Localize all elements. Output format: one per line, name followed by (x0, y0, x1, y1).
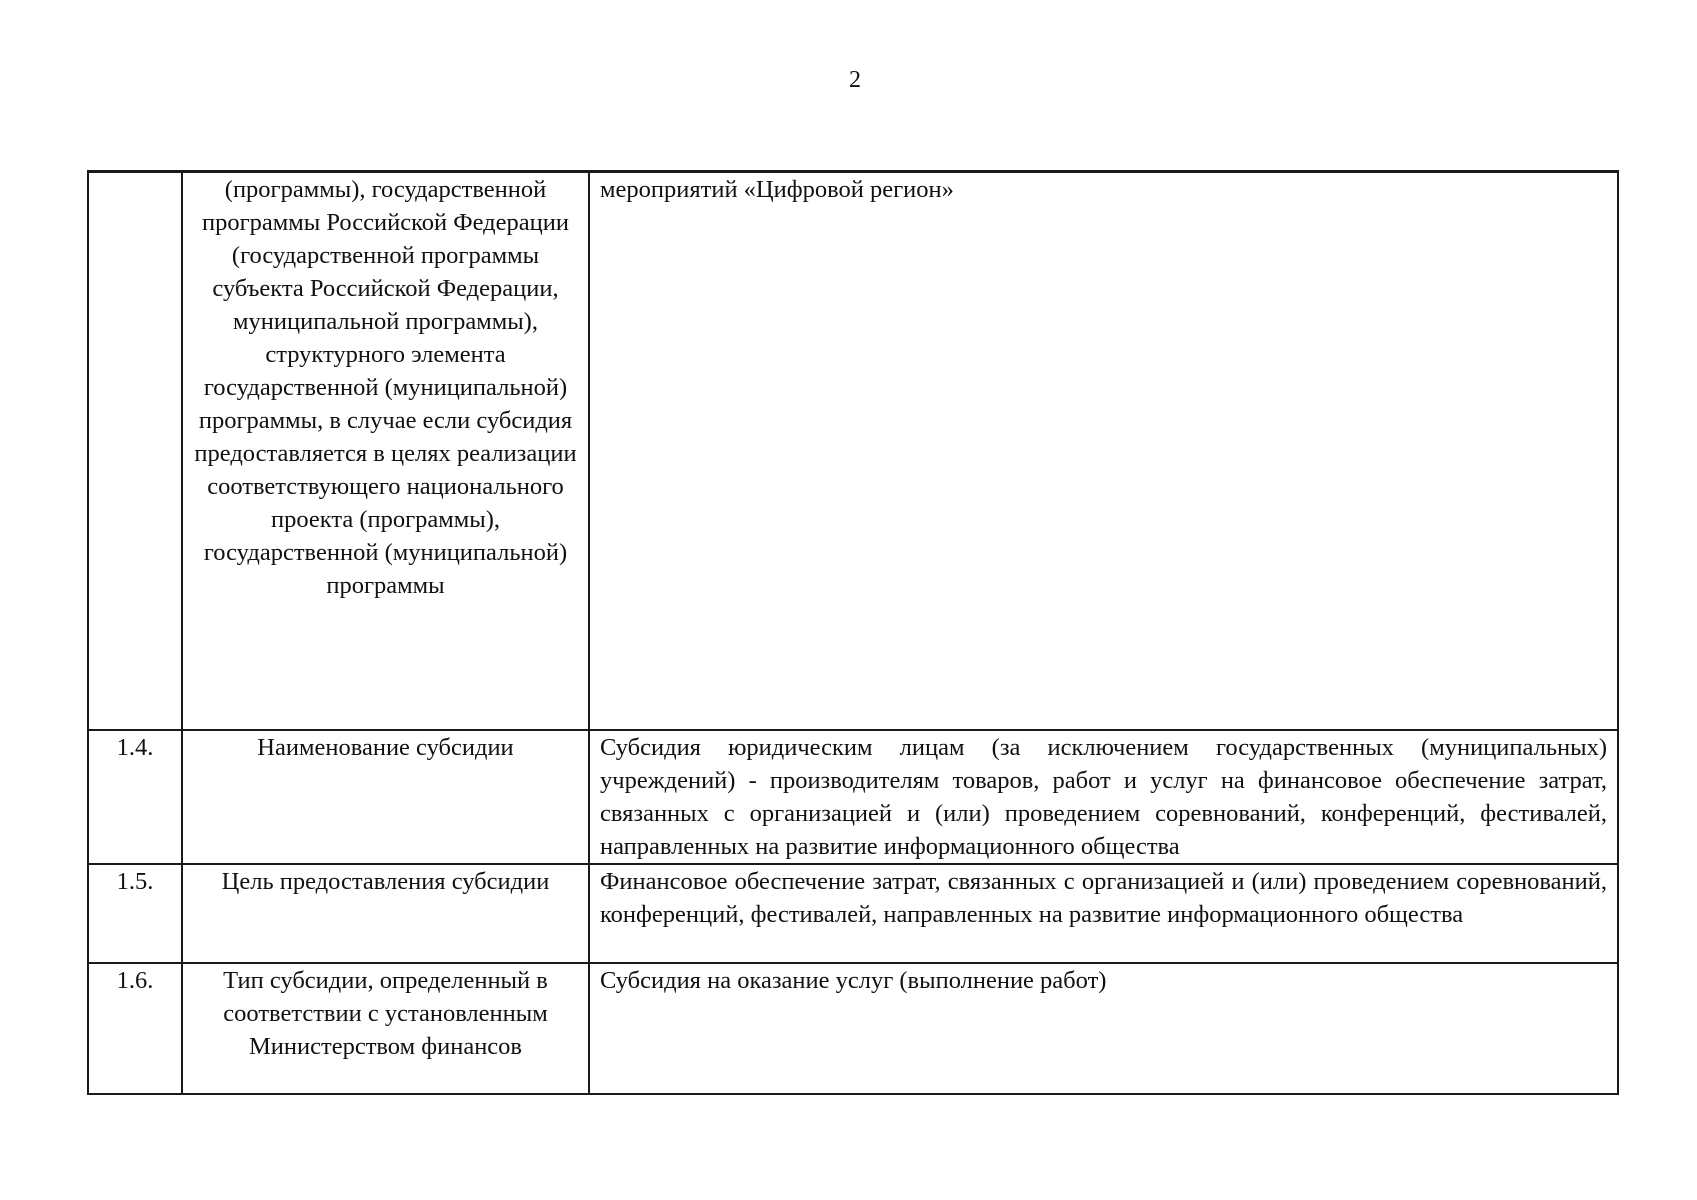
row-number-cell: 1.6. (88, 963, 182, 1094)
row-number-cell: 1.5. (88, 864, 182, 963)
table-row (88, 172, 1618, 731)
table-row (88, 730, 1618, 864)
row-number-cell (88, 172, 182, 731)
page-number: 2 (849, 67, 861, 93)
row-value-cell: Субсидия юридическим лицам (за исключением государственных (муниципальных) учреждений) - производителям товаров, работ и услуг на финансовое обеспечение затрат, связанных с организацией и (или) проведением соревнований, конференций, фестивалей, направленных на развитие информационного общества (589, 730, 1618, 864)
row-value-cell: Финансовое обеспечение затрат, связанных с организацией и (или) проведением соревнований, конференций, фестивалей, направленных на развитие информационного общества (589, 864, 1618, 963)
subsidy-info-table (87, 170, 1619, 1095)
table-row (88, 963, 1618, 1094)
row-value-cell: Субсидия на оказание услуг (выполнение работ) (589, 963, 1618, 1094)
row-name-cell: (программы), государственной программы Российской Федерации (государственной программы субъекта Российской Федерации, муниципальной программы), структурного элемента государственной (муниципальной) программы, в случае если субсидия предоставляется в целях реализации соответствующего национального проекта (программы), государственной (муниципальной) программы (182, 172, 589, 731)
row-value-cell: мероприятий «Цифровой регион» (589, 172, 1618, 731)
row-name-cell: Цель предоставления субсидии (182, 864, 589, 963)
row-number-cell: 1.4. (88, 730, 182, 864)
row-name-cell: Тип субсидии, определенный в соответствии с установленным Министерством финансов (182, 963, 589, 1094)
table-row (88, 864, 1618, 963)
row-name-cell: Наименование субсидии (182, 730, 589, 864)
